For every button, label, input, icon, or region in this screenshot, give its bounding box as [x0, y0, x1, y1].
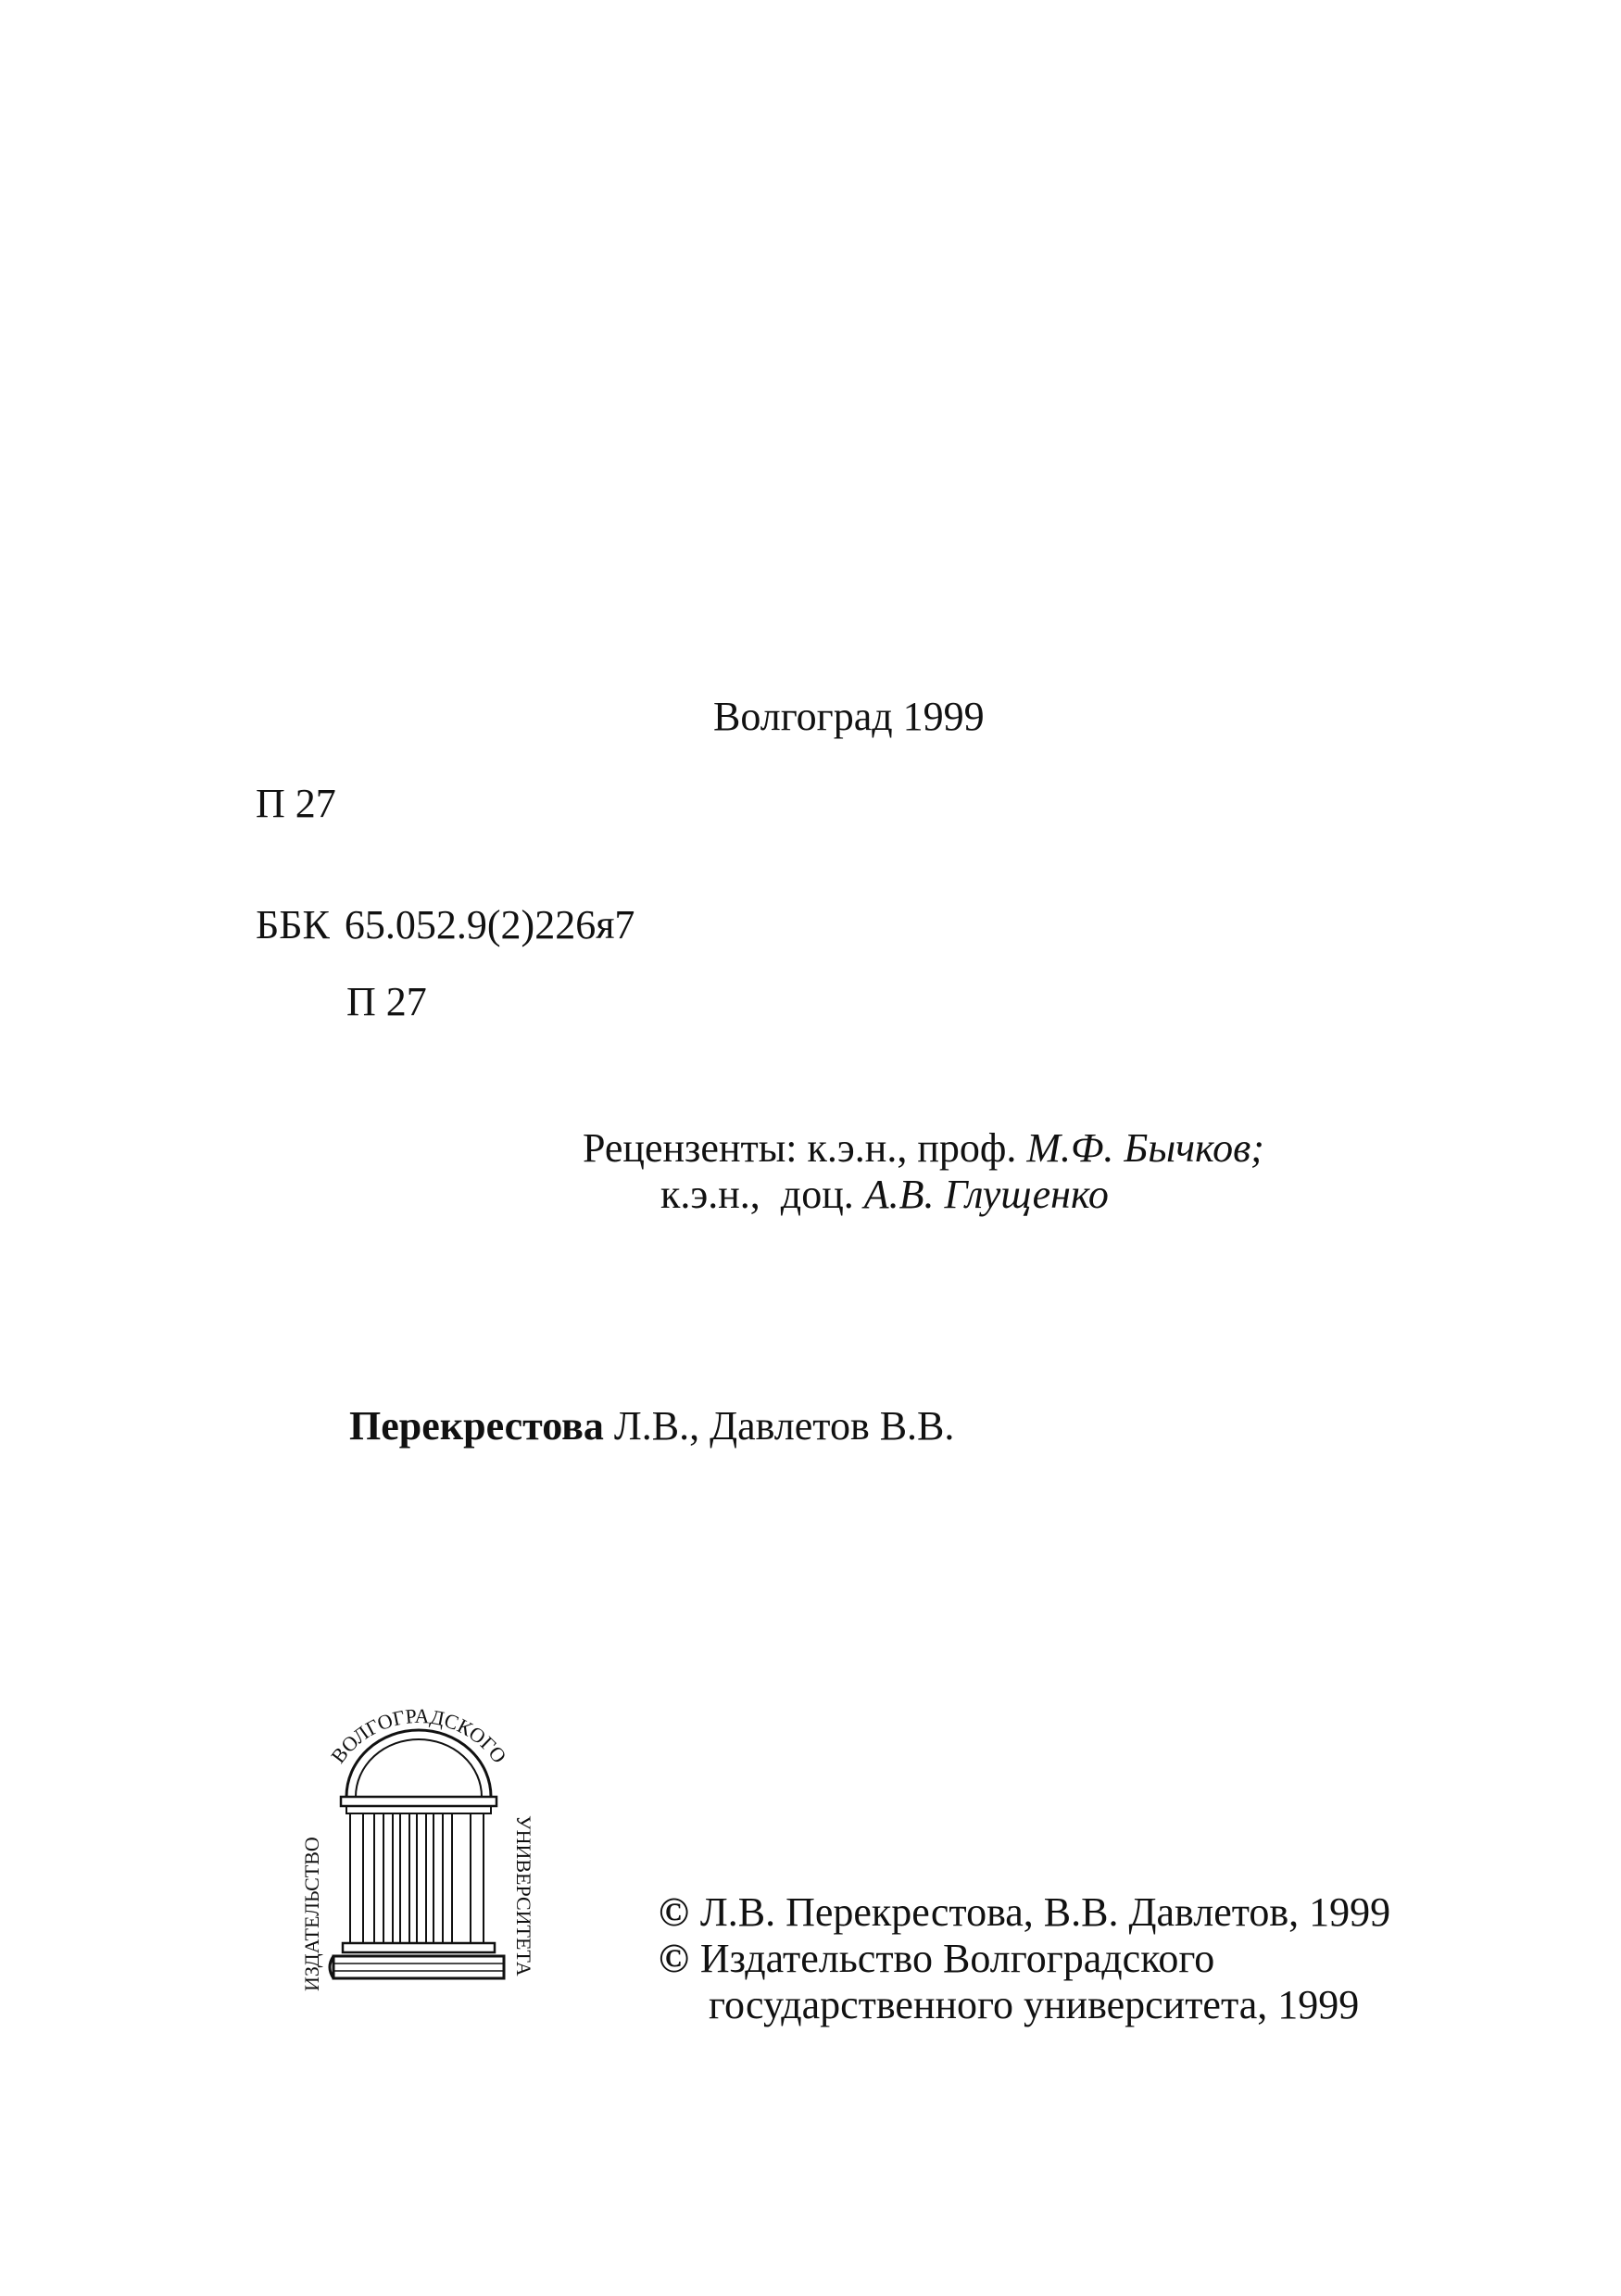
copyright-line-3: государственного университета, 1999	[709, 1982, 1360, 2027]
logo-right-text: УНИВЕРСИТЕТА	[512, 1815, 535, 1976]
bbk-code: 65.052.9(2)226я7	[344, 902, 635, 947]
logo-top-text: ВОЛГОГРАДСКОГО	[326, 1703, 511, 1768]
authors-rest: Л.В., Давлетов В.В.	[613, 1403, 955, 1449]
reviewers-line-2	[660, 1174, 1109, 1215]
reviewer-2-prefix: к.э.н., доц.	[660, 1172, 854, 1217]
author-surname-bold: Перекрестова	[349, 1403, 604, 1449]
publisher-logo	[289, 1676, 548, 2010]
author-mark: П 27	[346, 979, 427, 1024]
copyright-sign: ©	[659, 1889, 689, 1935]
logo-left-text: ИЗДАТЕЛЬСТВО	[300, 1837, 323, 1991]
bbk-index	[256, 902, 635, 947]
publisher-logo-icon	[289, 1676, 548, 2010]
copyright-line-1	[659, 1889, 1391, 1935]
reviewers-line-1	[583, 1125, 1264, 1171]
authors-line	[349, 1403, 955, 1449]
reviewers-label: Рецензенты:	[583, 1125, 798, 1171]
reviewer-1-name: М.Ф. Бычков;	[1026, 1125, 1264, 1171]
copyright-authors: Л.В. Перекрестова, В.В. Давлетов, 1999	[699, 1889, 1391, 1935]
copyright-publisher: Издательство Волгоградского	[699, 1936, 1215, 1981]
bbk-label: ББК	[256, 902, 330, 947]
reviewer-1-prefix: к.э.н., проф.	[807, 1125, 1017, 1171]
svg-text:ВОЛГОГРАДСКОГО	[326, 1704, 511, 1767]
reviewer-2-name: А.В. Глущенко	[863, 1172, 1109, 1217]
copyright-sign: ©	[659, 1936, 689, 1981]
udk-index: П 27	[256, 781, 336, 826]
city-year: Волгоград 1999	[713, 694, 985, 739]
copyright-line-2	[659, 1938, 1214, 1979]
